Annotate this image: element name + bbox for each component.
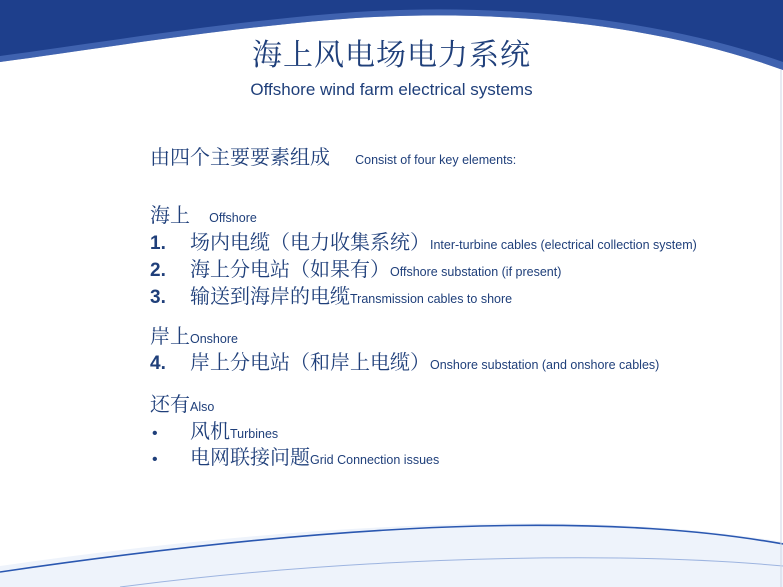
item-zh: 海上分电站（如果有） bbox=[190, 257, 390, 281]
list-item bbox=[150, 226, 697, 255]
item-number: 1. bbox=[150, 233, 166, 254]
item-en: Onshore substation (and onshore cables) bbox=[430, 358, 660, 372]
list-item bbox=[150, 253, 561, 282]
item-en: Turbines bbox=[230, 427, 279, 441]
item-zh: 场内电缆（电力收集系统） bbox=[190, 230, 430, 254]
item-en: Inter-turbine cables (electrical collection system) bbox=[430, 238, 697, 252]
item-number: 2. bbox=[150, 260, 166, 281]
item-zh: 风机 bbox=[190, 419, 230, 443]
list-item bbox=[150, 280, 512, 309]
intro-en: Consist of four key elements: bbox=[355, 153, 517, 167]
list-item bbox=[150, 346, 659, 375]
offshore-heading bbox=[150, 199, 257, 228]
bullet: • bbox=[152, 451, 158, 468]
list-item bbox=[150, 415, 278, 444]
also-heading-en: Also bbox=[190, 400, 215, 414]
item-number: 4. bbox=[150, 353, 166, 374]
bullet: • bbox=[152, 425, 158, 442]
onshore-heading-zh: 岸上 bbox=[150, 324, 190, 348]
offshore-heading-zh: 海上 bbox=[150, 203, 190, 227]
onshore-heading bbox=[150, 320, 238, 349]
item-en: Grid Connection issues bbox=[310, 453, 440, 467]
intro-zh: 由四个主要要素组成 bbox=[150, 145, 330, 169]
item-zh: 电网联接问题 bbox=[190, 445, 310, 469]
item-number: 3. bbox=[150, 287, 166, 308]
item-en: Offshore substation (if present) bbox=[390, 265, 562, 279]
title-chinese: 海上风电场电力系统 bbox=[252, 38, 531, 73]
offshore-heading-en: Offshore bbox=[209, 211, 257, 225]
title-english: Offshore wind farm electrical systems bbox=[250, 80, 533, 99]
onshore-heading-en: Onshore bbox=[190, 332, 238, 346]
item-zh: 岸上分电站（和岸上电缆） bbox=[190, 350, 430, 374]
item-zh: 输送到海岸的电缆 bbox=[190, 284, 350, 308]
list-item bbox=[150, 441, 439, 470]
also-heading bbox=[150, 388, 214, 417]
intro-line bbox=[150, 141, 516, 170]
also-heading-zh: 还有 bbox=[150, 392, 190, 416]
item-en: Transmission cables to shore bbox=[350, 292, 513, 306]
